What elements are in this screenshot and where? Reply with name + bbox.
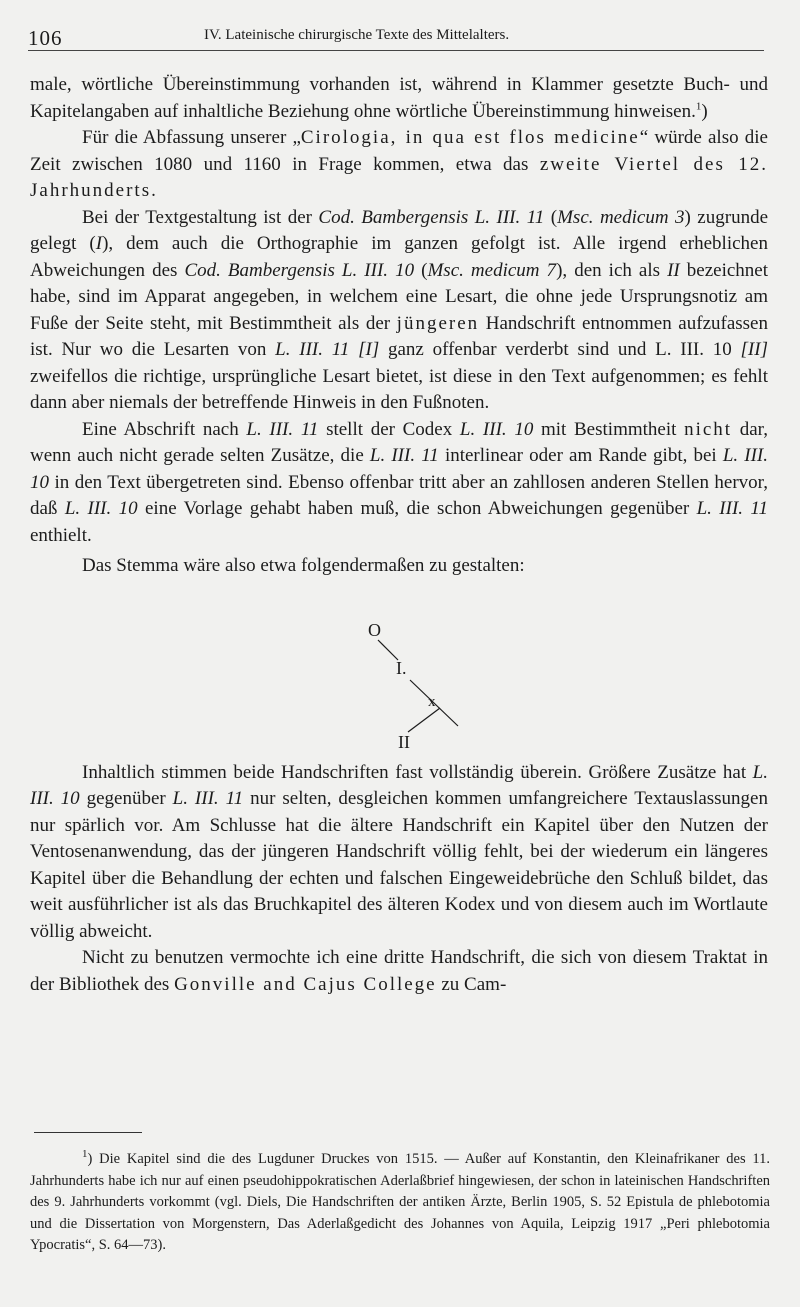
text-run: zweifellos die richtige, ursprüngliche Lesart bietet, ist diese in den Text aufgenommen; es fehlt dann aber niemals der betreffende Hinweis in den Fußnoten. bbox=[30, 365, 768, 413]
text-run: enthielt. bbox=[30, 524, 92, 546]
text-run: Eine Abschrift nach bbox=[82, 418, 247, 440]
spaced-run: jüngeren bbox=[396, 312, 480, 334]
text-run: Bei der Textgestaltung ist der bbox=[82, 206, 319, 228]
spaced-run: Diels bbox=[246, 1194, 278, 1210]
text-run: ) Die Kapitel sind die des Lugduner Druckes von 1515. — Außer auf bbox=[87, 1151, 534, 1167]
paragraph-content-comparison bbox=[30, 760, 768, 946]
stemma-node-ii: II bbox=[398, 731, 410, 752]
italic-run: L. III. 10 bbox=[64, 498, 138, 519]
italic-run: [II] bbox=[740, 339, 768, 360]
text-run: ), den ich als bbox=[556, 259, 668, 281]
italic-run: L. III. 10 bbox=[459, 418, 534, 440]
spaced-run: Cirologia, in qua est flos medicine bbox=[300, 127, 640, 148]
italic-run: I bbox=[95, 233, 103, 254]
text-run: stellt der Codex bbox=[318, 418, 460, 440]
running-title: IV. Lateinische chirurgische Texte des Mittelalters. bbox=[204, 27, 510, 43]
text-run: in den Text übergetreten sind. Ebenso offenbar tritt aber an zahllosen anderen Stellen hervor, daß bbox=[30, 471, 768, 519]
stemma-edge-x-ii bbox=[408, 708, 440, 732]
paragraph-third-manuscript bbox=[30, 945, 768, 998]
italic-run: L. III. 11 bbox=[172, 788, 244, 809]
text-run: nur selten, desgleichen kommen umfangreichere Textauslassungen nur spärlich vor. Am Schlusse hat die ältere Handschrift ein Kapitel über den Nutzen der Ventosenanwendung, das der jüngeren Handschrift völlig fehlt, bei der wiederum ein längeres Kapitel über die Behandlung der echten und falschen Eingeweidebrüche den Schluß bildet, das weit ausführlicher ist als das Bruchkapitel des älteren Kodex und von diesem auch im Wortlaute völlig abweicht. bbox=[30, 788, 768, 942]
text-run: mit Bestimmtheit bbox=[533, 418, 685, 440]
italic-run: Cod. Bambergensis L. III. 10 bbox=[184, 259, 415, 281]
text-run: Nicht zu benutzen vermochte ich eine dritte Handschrift, die sich von diesem Traktat in der Bibliothek des bbox=[30, 947, 768, 995]
footnote-text bbox=[30, 1149, 770, 1257]
text-run: Handschrift entnommen aufzufassen ist. Nur wo die Lesarten von bbox=[30, 312, 768, 360]
spaced-run: Gonville and Cajus College bbox=[174, 973, 437, 995]
footnote-rule bbox=[34, 1132, 142, 1133]
spaced-run: Morgenstern bbox=[192, 1215, 266, 1232]
italic-run: Cod. Bambergensis L. III. 11 bbox=[318, 206, 545, 228]
italic-run: L. III. 11 [I] bbox=[275, 339, 380, 360]
main-text bbox=[30, 72, 768, 998]
text-run: gegenüber bbox=[79, 788, 173, 809]
text-run: Inhaltlich stimmen beide Handschriften fast vollständig überein. Größere Zusätze hat bbox=[82, 761, 753, 783]
paragraph-stemma-intro bbox=[30, 553, 768, 580]
text-run: , Das Aderlaßgedicht des Johannes von Aquila, Leipzig 1917 „Peri phlebotomia Ypocratis“, S. 64—73). bbox=[30, 1215, 770, 1253]
text-run: ) bbox=[701, 100, 708, 122]
text-run: ( bbox=[544, 206, 558, 228]
text-run: ( bbox=[414, 259, 428, 281]
italic-run: L. III. 10 bbox=[30, 445, 769, 493]
text-run: interlinear oder am Rande gibt, bei bbox=[438, 445, 723, 466]
text-run: , den Kleinafrikaner des 11. Jahrhunderts habe ich nur auf einen pseudohippokratischen Aderlaßbrief hingewiesen, der schon in lateinischen Handschriften des 9. Jahrhunderts vorkommt (vgl. bbox=[30, 1151, 770, 1210]
stemma-node-i: I. bbox=[396, 657, 407, 678]
stemma-node-o: O bbox=[368, 619, 381, 640]
italic-run: Msc. medicum 7 bbox=[427, 259, 557, 281]
italic-run: L. III. 11 bbox=[369, 445, 439, 466]
spaced-run: nicht bbox=[684, 418, 733, 440]
text-run: ), dem auch die Orthographie im ganzen gefolgt ist. Alle irgend erheblichen Abweichungen des bbox=[30, 233, 768, 281]
stemma-diagram bbox=[30, 580, 768, 760]
text-run: . bbox=[151, 180, 156, 201]
text-run: ) zugrunde gelegt ( bbox=[30, 206, 768, 254]
text-run: dar, wenn auch nicht gerade selten Zusätze, die bbox=[30, 418, 769, 466]
spaced-run: Konstantin bbox=[533, 1151, 597, 1167]
spaced-run: Epistula de phlebotomia bbox=[626, 1194, 770, 1210]
text-run: ganz offenbar verderbt sind und L. III. 10 bbox=[379, 339, 741, 360]
text-run: und die Dissertation von bbox=[30, 1215, 193, 1232]
text-run: Für die Abfassung unserer „ bbox=[82, 127, 301, 148]
stemma-edge-i-x bbox=[410, 680, 458, 726]
italic-run: II bbox=[667, 259, 680, 281]
paragraph-footnote-reference bbox=[30, 72, 768, 125]
paragraph-text-basis bbox=[30, 205, 768, 417]
page-number: 106 bbox=[28, 26, 63, 50]
text-run: Das Stemma wäre also etwa folgendermaßen zu gestalten: bbox=[82, 555, 525, 576]
text-run: eine Vorlage gehabt haben muß, die schon Abweichungen gegenüber bbox=[137, 498, 697, 519]
stemma-edge-o-i bbox=[378, 640, 398, 660]
paragraph-dating bbox=[30, 125, 768, 205]
spaced-run: zweite Viertel des 12. Jahrhunderts bbox=[30, 153, 769, 201]
text-run: bezeichnet habe, sind im Apparat angegeben, in welchem eine Lesart, die ohne jede Ursprungsnotiz am Fuße der Seite steht, mit Bestimmtheit als der bbox=[30, 259, 769, 334]
footnote-marker: 1 bbox=[82, 1148, 88, 1161]
italic-run: L. III. 11 bbox=[246, 418, 319, 440]
stemma-node-x: x bbox=[428, 693, 436, 710]
italic-run: L. III. 11 bbox=[696, 498, 768, 519]
text-run: “ würde also die Zeit zwischen 1080 und 1160 in Frage kommen, etwa das bbox=[30, 127, 768, 175]
text-run: , Die Handschriften der antiken Ärzte, Berlin 1905, S. 52 bbox=[277, 1194, 627, 1210]
footnote bbox=[30, 1149, 770, 1257]
footnote-marker: 1 bbox=[695, 100, 702, 113]
text-run: male, wörtliche Übereinstimmung vorhanden ist, während in Klammer gesetzte Buch- und Kapitelangaben auf inhaltliche Beziehung ohne wörtliche Übereinstimmung hinweisen. bbox=[30, 74, 768, 122]
italic-run: Msc. medicum 3 bbox=[557, 206, 685, 228]
paragraph-copy-relation bbox=[30, 417, 768, 550]
page-header bbox=[28, 22, 764, 51]
text-run: zu Cam- bbox=[436, 973, 507, 995]
italic-run: L. III. 10 bbox=[30, 761, 768, 809]
